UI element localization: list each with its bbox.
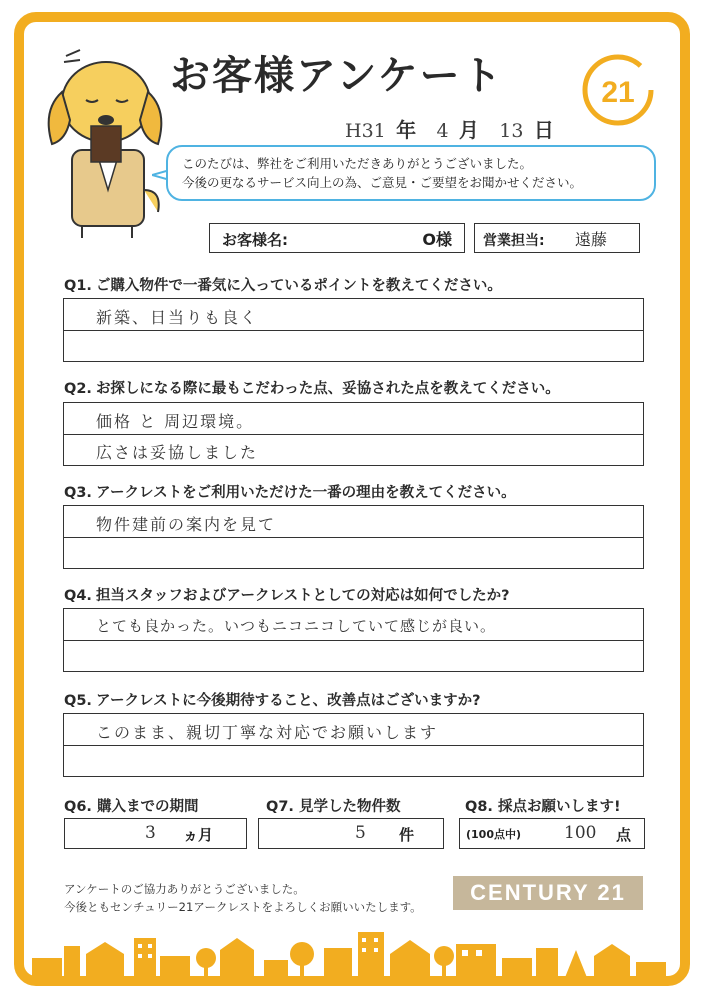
answer-ruled-line [64,745,643,746]
closing-line-2: 今後ともセンチュリー21アークレストをよろしくお願いいたします。 [64,900,422,914]
date-era-year: H31 [345,120,386,142]
sales-staff-label: 営業担当: [483,233,545,249]
question-7-text: 見学した物件数 [299,799,401,815]
date-day-label: 日 [533,118,554,142]
answer-ruled-line [64,537,643,538]
score-field[interactable] [459,818,645,849]
town-skyline-illustration [24,918,680,980]
answer-1-box[interactable] [63,298,644,362]
question-5 [64,689,480,710]
answer-1-line-1: 新築、日当りも良く [96,308,259,327]
question-2-text: お探しになる際に最もこだわった点、妥協された点を教えてください。 [95,381,560,397]
answer-ruled-line [64,330,643,331]
question-8 [465,795,621,816]
question-7 [266,795,401,816]
answer-ruled-line [64,434,643,435]
customer-name-field[interactable] [209,223,465,253]
date-year-label: 年 [396,118,417,142]
question-4 [64,584,509,605]
score-out-of-label: (100点中) [466,828,522,841]
century21-brand-banner: CENTURY 21 [453,876,643,910]
question-3-text: アークレストをご利用いただけた一番の理由を教えてください。 [95,485,516,501]
logo-number: 21 [601,76,635,109]
date-month-label: 月 [458,118,479,142]
survey-title: お客様アンケート [170,53,504,99]
question-6-text: 購入までの期間 [97,799,199,815]
question-2-number: Q2. [64,381,92,397]
date-day: 13 [499,120,524,142]
intro-speech-bubble [166,145,656,201]
closing-message [64,880,422,916]
purchase-period-value: 3 [145,823,156,843]
question-6 [64,795,199,816]
answer-4-box[interactable] [63,608,644,672]
intro-line-2: 今後の更なるサービス向上の為、ご意見・ご要望をお聞かせください。 [182,175,583,190]
answer-3-box[interactable] [63,505,644,569]
question-8-text: 採点お願いします! [498,799,621,815]
answer-ruled-line [64,640,643,641]
purchase-period-unit: ヵ月 [183,826,214,844]
answer-3-line-1: 物件建前の案内を見て [96,515,277,534]
question-2 [64,377,560,398]
question-1-number: Q1. [64,278,92,294]
properties-viewed-unit: 件 [399,826,415,844]
customer-name-label: お客様名: [222,231,288,249]
closing-line-1: アンケートのご協力ありがとうございました。 [64,882,305,896]
score-value: 100 [564,823,597,843]
question-6-number: Q6. [64,799,92,815]
question-3 [64,481,516,502]
dog-mascot-illustration [36,40,170,240]
question-5-number: Q5. [64,693,92,709]
question-7-number: Q7. [266,799,294,815]
answer-5-box[interactable] [63,713,644,777]
purchase-period-field[interactable] [64,818,247,849]
sales-staff-field[interactable] [474,223,640,253]
question-4-number: Q4. [64,588,92,604]
date-month: 4 [436,120,449,142]
properties-viewed-field[interactable] [258,818,444,849]
sales-staff-value: 遠藤 [575,230,608,249]
question-3-number: Q3. [64,485,92,501]
customer-name-value: O様 [422,230,452,249]
intro-line-1: このたびは、弊社をご利用いただきありがとうございました。 [182,156,533,171]
question-5-text: アークレストに今後期待すること、改善点はございますか? [95,693,481,709]
properties-viewed-value: 5 [355,823,366,843]
answer-4-line-1: とても良かった。いつもニコニコしていて感じが良い。 [96,617,497,635]
question-8-number: Q8. [465,799,493,815]
score-unit: 点 [616,826,632,844]
answer-5-line-1: このまま、親切丁寧な対応でお願いします [96,723,439,742]
answer-2-line-2: 広さは妥協しました [96,443,259,462]
question-1-text: ご購入物件で一番気に入っているポイントを教えてください。 [95,278,502,294]
survey-date [345,114,568,143]
question-4-text: 担当スタッフおよびアークレストとしての対応は如何でしたか? [95,588,510,604]
century21-logo-icon [581,53,655,127]
answer-2-line-1: 価格 と 周辺環境。 [96,412,255,431]
question-1 [64,274,502,295]
answer-2-box[interactable] [63,402,644,466]
